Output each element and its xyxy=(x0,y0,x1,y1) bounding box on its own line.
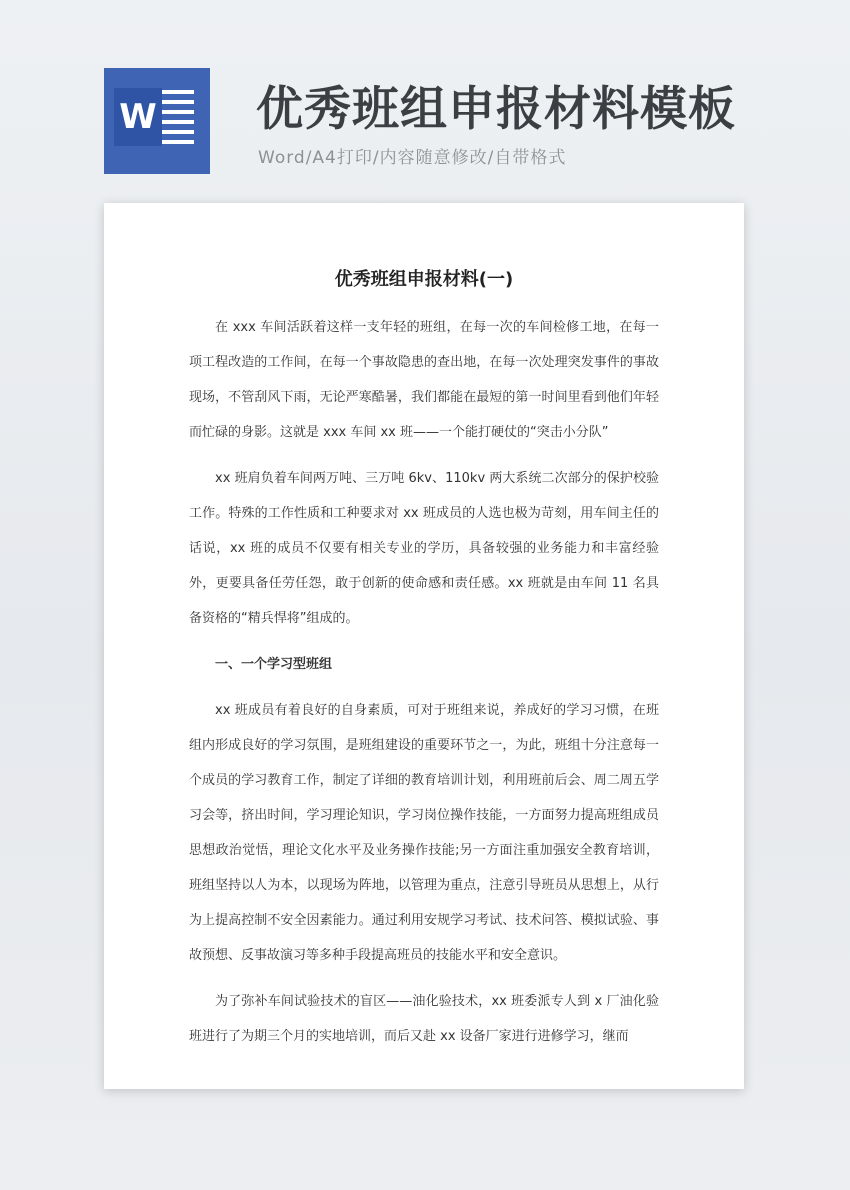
body-paragraph: 为了弥补车间试验技术的盲区——油化验技术，xx 班委派专人到 x 厂油化验班进行了为期三个月的实地培训，而后又赴 xx 设备厂家进行进修学习，继而 xyxy=(189,994,659,1044)
document-title: 优秀班组申报材料(一) xyxy=(334,269,514,290)
body-paragraph: 在 xxx 车间活跃着这样一支年轻的班组，在每一次的车间检修工地，在每一项工程改造的工作间，在每一个事故隐患的查出地，在每一次处理突发事件的事故现场，不管刮风下雨，无论严寒酷暑，我们都能在最短的第一时间里看到他们年轻而忙碌的身影。这就是 xxx 车间 xx 班——一个能打硬仗的“突击小分队” xyxy=(189,320,659,440)
body-paragraph: xx 班肩负着车间两万吨、三万吨 6kv、110kv 两大系统二次部分的保护校验工作。特殊的工作性质和工种要求对 xx 班成员的人选也极为苛刻，用车间主任的话说，xx 班的成员不仅要有相关专业的学历，具备较强的业务能力和丰富经验外，更要具备任劳任怨，敢于创新的使命感和责任感。xx 班就是由车间 11 名具备资格的“精兵悍将”组成的。 xyxy=(189,471,659,626)
template-subtitle: Word/A4打印/内容随意修改/自带格式 xyxy=(258,148,567,168)
word-logo xyxy=(104,68,210,174)
word-letter: W xyxy=(114,88,162,146)
document-body xyxy=(189,310,659,1065)
template-title: 优秀班组申报材料模板 xyxy=(256,82,736,137)
document-page xyxy=(104,203,744,1089)
body-paragraph: xx 班成员有着良好的自身素质，可对于班组来说，养成好的学习习惯，在班组内形成良好的学习氛围，是班组建设的重要环节之一，为此，班组十分注意每一个成员的学习教育工作，制定了详细的教育培训计划，利用班前后会、周二周五学习会等，挤出时间，学习理论知识，学习岗位操作技能，一方面努力提高班组成员思想政治觉悟，理论文化水平及业务操作技能;另一方面注重加强安全教育培训，班组坚持以人为本，以现场为阵地，以管理为重点，注意引导班员从思想上，从行为上提高控制不安全因素能力。通过利用安规学习考试、技术问答、模拟试验、事故预想、反事故演习等多种手段提高班员的技能水平和安全意识。 xyxy=(189,703,659,963)
section-heading: 一、一个学习型班组 xyxy=(215,657,333,672)
